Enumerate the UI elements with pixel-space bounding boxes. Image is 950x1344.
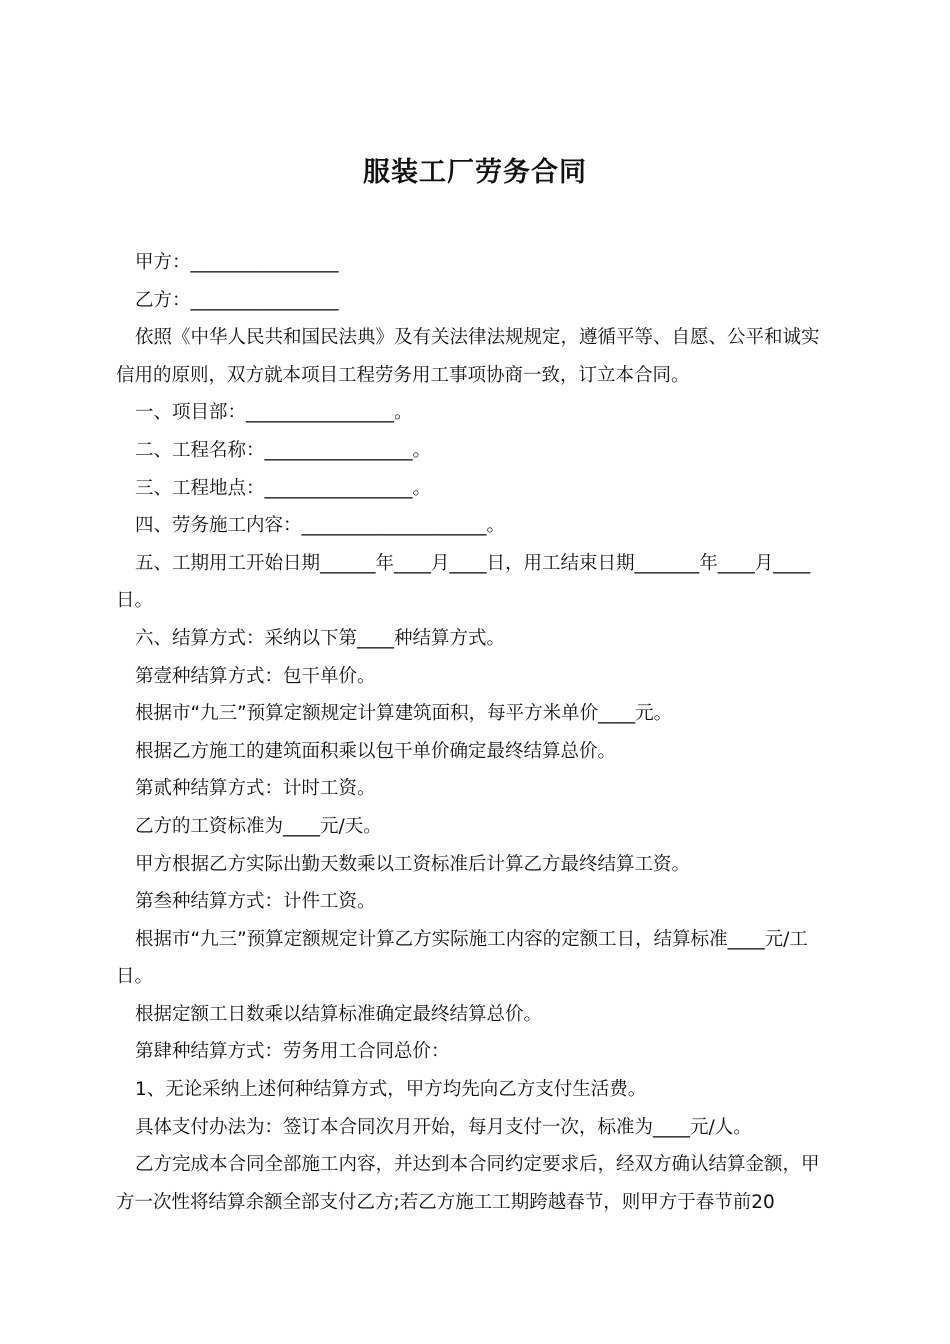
living-expense-clause: 1、无论采纳上述何种结算方式，甲方均先向乙方支付生活费。 xyxy=(135,1079,647,1101)
party-b-line: 乙方：________________ xyxy=(135,289,339,311)
settlement-method-3-detail-b: 根据定额工日数乘以结算标准确定最终结算总价。 xyxy=(135,1003,543,1025)
settlement-method-3: 第叁种结算方式：计件工资。 xyxy=(135,891,376,913)
clause-labor-content: 四、劳务施工内容：____________________。 xyxy=(135,515,506,537)
preamble-paragraph: 依照《中华人民共和国民法典》及有关法律法规规定，遵循平等、自愿、公平和诚实信用的原则，双方就本项目工程劳务用工事项协商一致，订立本合同。 xyxy=(116,327,820,386)
settlement-method-1-detail-b: 根据乙方施工的建筑面积乘以包干单价确定最终结算总价。 xyxy=(135,740,617,762)
clause-work-period: 五、工期用工开始日期______年____月____日，用工结束日期_______年____月____日。 xyxy=(116,552,811,612)
final-payment-clause: 乙方完成本合同全部施工内容，并达到本合同约定要求后，经双方确认结算金额，甲方一次性将结算余额全部支付乙方;若乙方施工工期跨越春节，则甲方于春节前20 xyxy=(116,1154,820,1213)
payment-method-detail: 具体支付办法为：签订本合同次月开始，每月支付一次，标准为____元/人。 xyxy=(135,1116,752,1138)
settlement-method-4: 第肆种结算方式：劳务用工合同总价： xyxy=(135,1041,450,1063)
settlement-method-2: 第贰种结算方式：计时工资。 xyxy=(135,778,376,800)
settlement-method-2-detail-b: 甲方根据乙方实际出勤天数乘以工资标准后计算乙方最终结算工资。 xyxy=(135,853,691,875)
settlement-method-1-detail-a: 根据市“九三”预算定额规定计算建筑面积，每平方米单价____元。 xyxy=(135,703,673,725)
party-a-line: 甲方：________________ xyxy=(135,252,339,273)
settlement-method-3-detail-a: 根据市“九三”预算定额规定计算乙方实际施工内容的定额工日，结算标准____元/工日。 xyxy=(116,928,808,988)
settlement-method-2-detail-a: 乙方的工资标准为____元/天。 xyxy=(135,815,382,837)
settlement-method-1: 第壹种结算方式：包干单价。 xyxy=(135,665,376,687)
clause-project-name: 二、工程名称：________________。 xyxy=(135,439,432,461)
clause-project-department: 一、项目部：________________。 xyxy=(135,402,413,424)
document-body xyxy=(116,244,836,1221)
document-title: 服装工厂劳务合同 xyxy=(363,157,587,189)
clause-project-location: 三、工程地点：________________。 xyxy=(135,477,432,499)
clause-settlement-method: 六、结算方式：采纳以下第____种结算方式。 xyxy=(135,627,506,649)
